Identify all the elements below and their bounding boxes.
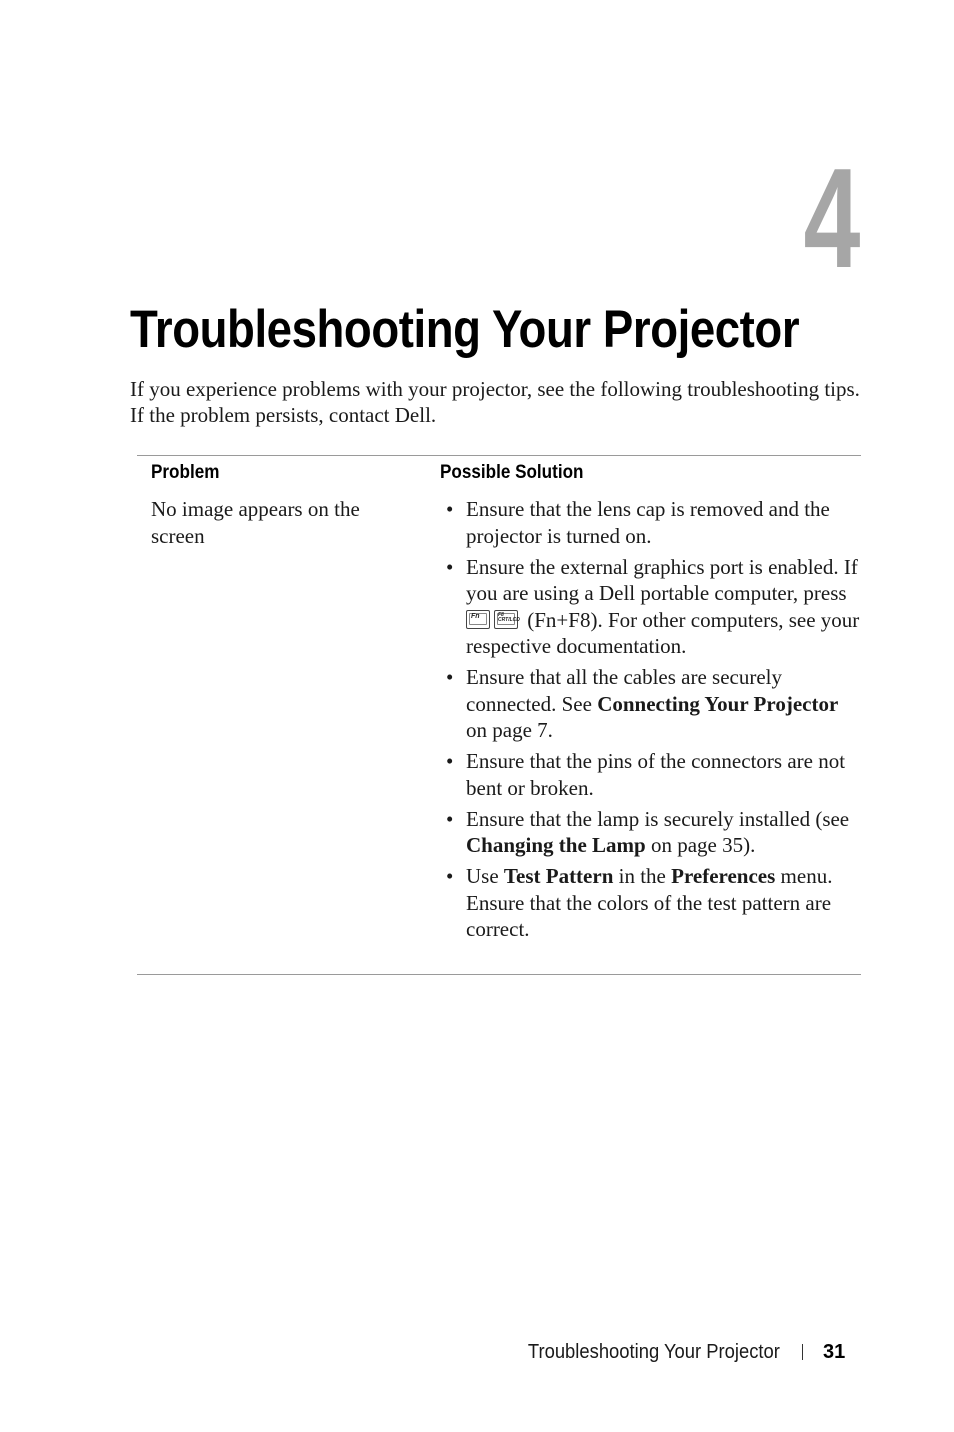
bullet-icon: • — [446, 665, 454, 689]
solution-text: Use — [466, 864, 499, 888]
bullet-icon: • — [446, 749, 454, 773]
footer-title: Troubleshooting Your Projector — [528, 1341, 780, 1363]
solution-text: menu. Ensure that the colors of the test pattern are correct. — [466, 864, 833, 941]
cross-reference-link[interactable]: Connecting Your Projector — [597, 691, 839, 716]
troubleshooting-table — [137, 455, 861, 975]
chapter-number: 4 — [803, 139, 859, 298]
bullet-icon: • — [446, 806, 454, 831]
page-number: 31 — [823, 1341, 846, 1363]
bullet-icon: • — [446, 864, 454, 888]
solution-text: in the — [618, 864, 666, 888]
column-header-problem: Problem — [151, 462, 220, 483]
solution-item — [442, 748, 860, 801]
f8-crt-lcd-key-icon: F8 CRT/LCD — [494, 610, 518, 629]
solution-text: (Fn+F8). For other computers, see your respective documentation. — [466, 607, 860, 658]
solution-text: Ensure that all the cables are securely connected. See — [466, 665, 783, 716]
footer-divider — [802, 1344, 803, 1360]
solution-text: Ensure that the lens cap is removed and the projector is turned on. — [466, 497, 830, 548]
intro-paragraph: If you experience problems with your projector, see the following troubleshooting tips. If the problem persists, contact Dell. — [130, 377, 860, 427]
menu-term: Preferences — [671, 864, 776, 888]
chapter-title: Troubleshooting Your Projector — [130, 300, 800, 359]
solution-item — [442, 806, 860, 859]
column-header-solution: Possible Solution — [440, 462, 584, 483]
bullet-icon: • — [446, 497, 454, 521]
page-footer — [0, 1340, 954, 1368]
menu-term: Test Pattern — [503, 864, 614, 888]
solution-item — [442, 496, 860, 549]
solution-list — [442, 496, 860, 947]
fn-key-icon: Fn — [466, 610, 490, 629]
solution-text: Ensure the external graphics port is enabled. If you are using a Dell portable computer, press — [466, 554, 858, 605]
solution-text: on page 7. — [466, 718, 553, 742]
problem-cell: No image appears on the screen — [151, 497, 360, 548]
solution-item — [442, 554, 860, 660]
cross-reference-link[interactable]: Changing the Lamp — [466, 833, 646, 857]
solution-text: on page 35). — [650, 833, 756, 857]
solution-text: Ensure that the pins of the connectors are not bent or broken. — [466, 749, 846, 800]
solution-item — [442, 664, 860, 744]
solution-text: Ensure that the lamp is securely installed (see — [466, 806, 850, 831]
bullet-icon: • — [446, 554, 454, 579]
solution-item — [442, 863, 860, 943]
